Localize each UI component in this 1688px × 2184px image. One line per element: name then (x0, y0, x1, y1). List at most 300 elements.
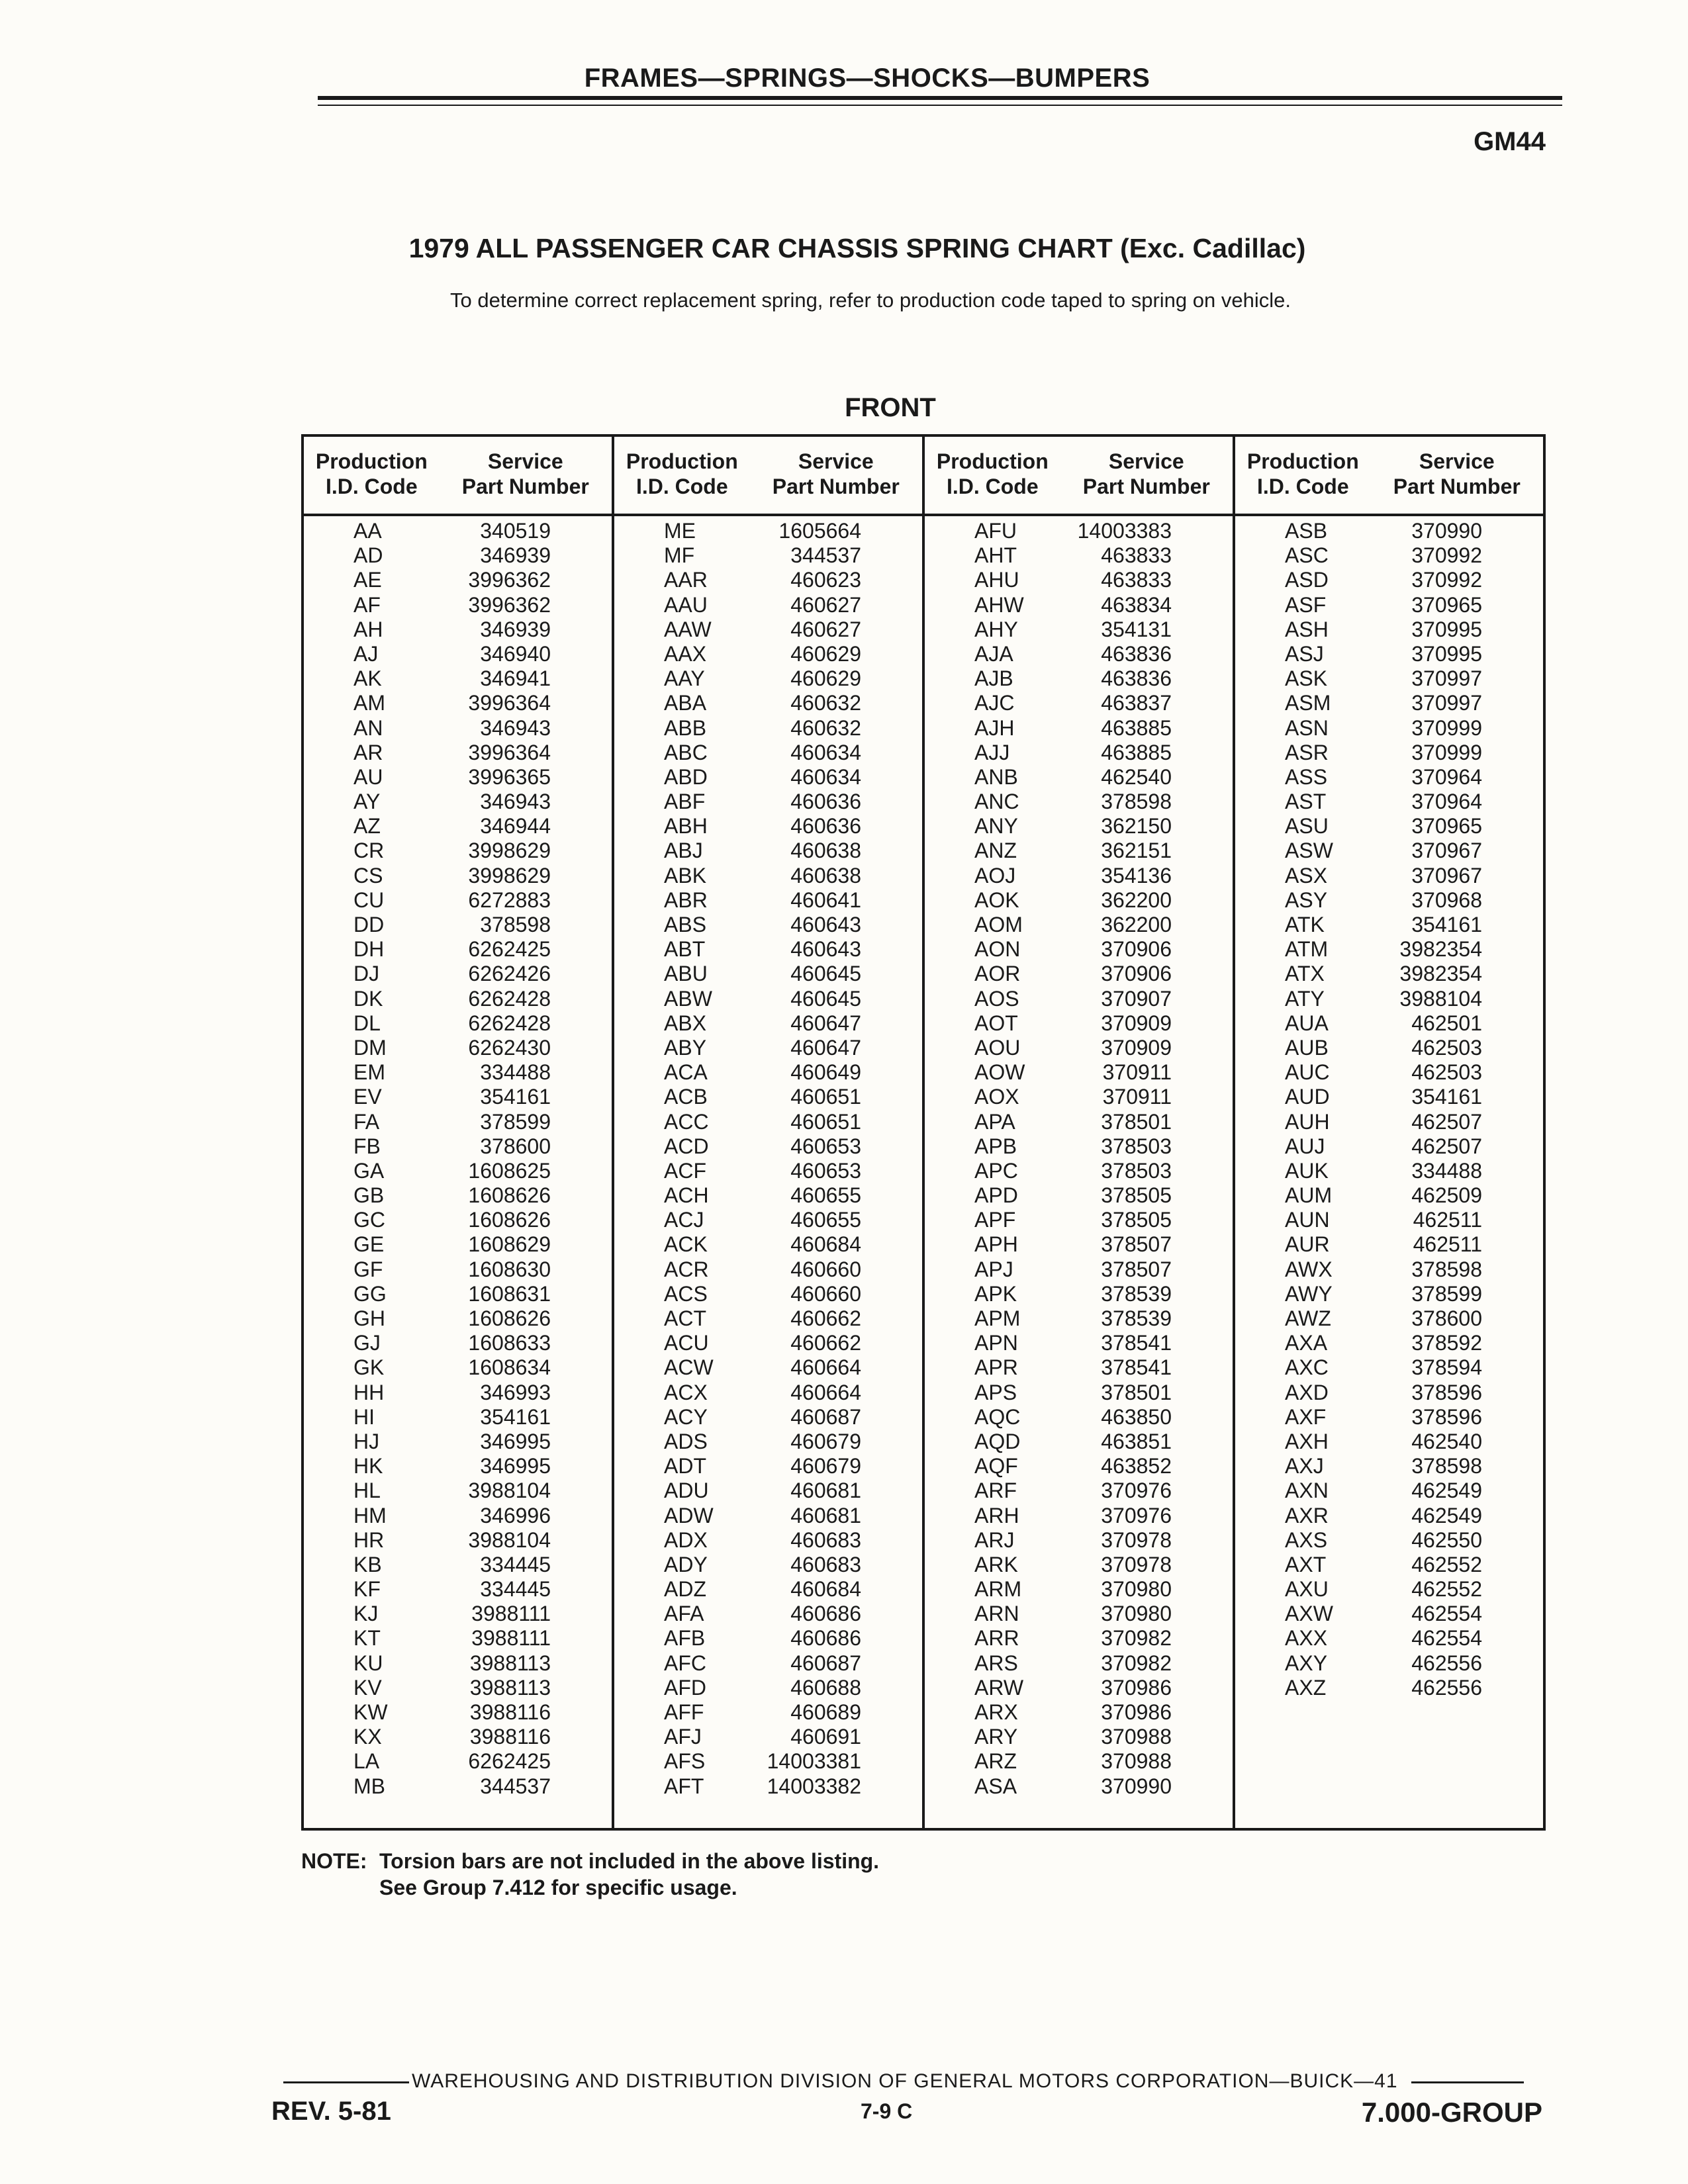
production-code-cell: CS (353, 863, 383, 887)
part-number-cell: 460687 (790, 1404, 861, 1429)
production-code-cell: ATK (1285, 913, 1325, 936)
table-row (925, 666, 1233, 691)
production-code-cell: MB (353, 1774, 385, 1798)
production-code-cell: AHU (974, 568, 1019, 592)
part-number-cell: 462552 (1411, 1577, 1482, 1602)
production-code-cell: MF (664, 543, 695, 568)
part-number-cell: 1608625 (468, 1158, 551, 1183)
part-number-cell: 460684 (790, 1232, 861, 1257)
table-row (1235, 1232, 1543, 1257)
production-code-cell: ANY (974, 814, 1018, 839)
production-code-cell: ASK (1285, 666, 1328, 691)
header-text: I.D. Code (946, 475, 1039, 498)
part-number-cell: 462540 (1411, 1429, 1482, 1453)
table-row (304, 519, 612, 543)
table-row (614, 888, 922, 913)
table-row (614, 913, 922, 937)
part-number-cell: 3998629 (468, 863, 551, 887)
part-number-cell: 462511 (1413, 1232, 1482, 1257)
table-row (614, 716, 922, 741)
part-number-cell: 3988113 (469, 1651, 551, 1675)
part-number-cell: 378598 (480, 913, 551, 936)
production-code-cell: ARZ (974, 1749, 1017, 1774)
production-code-cell: ANC (974, 790, 1019, 814)
part-number-cell: 3996362 (468, 592, 551, 617)
part-number-cell: 463851 (1101, 1429, 1172, 1453)
production-code-cell: APH (974, 1232, 1018, 1257)
header-service-part-number (1371, 449, 1543, 514)
table-row (614, 1208, 922, 1232)
table-row (614, 519, 922, 543)
part-number-cell: 344537 (790, 543, 861, 568)
part-number-cell: 6262430 (468, 1035, 551, 1060)
table-row (925, 1381, 1233, 1405)
production-code-cell: AXD (1285, 1380, 1329, 1404)
production-code-cell: AD (353, 543, 383, 568)
table-row (1235, 1306, 1543, 1331)
production-code-cell: AFU (974, 519, 1017, 543)
production-code-cell: ABJ (664, 839, 703, 863)
part-number-cell: 370982 (1101, 1651, 1172, 1675)
part-number-cell: 463850 (1101, 1404, 1172, 1429)
table-row (925, 1626, 1233, 1651)
table-row (925, 1553, 1233, 1577)
part-number-cell: 370968 (1411, 887, 1482, 912)
part-number-cell: 370992 (1411, 568, 1482, 592)
group-label: 7.000-GROUP (1361, 2097, 1542, 2128)
table-row (614, 1454, 922, 1479)
part-number-cell: 3996364 (468, 691, 551, 715)
table-row (304, 1725, 612, 1749)
table-row (1235, 765, 1543, 790)
table-row (925, 642, 1233, 666)
production-code-cell: ACR (664, 1257, 709, 1281)
part-number-cell: 462503 (1411, 1060, 1482, 1085)
part-number-cell: 370964 (1411, 790, 1482, 814)
production-code-cell: AK (353, 666, 382, 691)
table-row (925, 1208, 1233, 1232)
table-row (614, 1651, 922, 1676)
table-row (1235, 1504, 1543, 1528)
part-number-cell: 6262426 (468, 962, 551, 986)
header-text: Production (936, 449, 1049, 473)
production-code-cell: AON (974, 937, 1021, 962)
production-code-cell: AFA (664, 1602, 704, 1626)
table-row (925, 790, 1233, 814)
table-row (304, 666, 612, 691)
part-number-cell: 6272883 (468, 887, 551, 912)
production-code-cell: KX (353, 1725, 382, 1749)
table-row (304, 765, 612, 790)
production-code-cell: ASW (1285, 839, 1333, 863)
part-number-cell: 460641 (790, 887, 861, 912)
part-number-cell: 370976 (1101, 1503, 1172, 1527)
table-row (925, 1725, 1233, 1749)
part-number-cell: 370990 (1101, 1774, 1172, 1798)
table-row (925, 937, 1233, 962)
table-row (1235, 1528, 1543, 1553)
part-number-cell: 3988104 (468, 1527, 551, 1552)
production-code-cell: AFB (664, 1626, 706, 1651)
table-row (304, 1651, 612, 1676)
production-code-cell: AOJ (974, 863, 1016, 887)
production-code-cell: APK (974, 1281, 1017, 1306)
part-number-cell: 14003381 (767, 1749, 861, 1774)
production-code-cell: ACK (664, 1232, 708, 1257)
production-code-cell: ARR (974, 1626, 1019, 1651)
production-code-cell: DL (353, 1011, 381, 1035)
part-number-cell: 370964 (1411, 764, 1482, 789)
column-group-1 (304, 437, 614, 1828)
part-number-cell: 462550 (1411, 1527, 1482, 1552)
part-number-cell: 460651 (790, 1109, 861, 1134)
part-number-cell: 370999 (1411, 715, 1482, 740)
part-number-cell: 3996365 (468, 764, 551, 789)
part-number-cell: 3988111 (471, 1602, 551, 1626)
header-production-code (614, 449, 750, 514)
table-row (304, 1626, 612, 1651)
production-code-cell: ABK (664, 863, 707, 887)
revision-label: REV. 5-81 (271, 2097, 391, 2126)
part-number-cell: 1608626 (468, 1208, 551, 1232)
note-label: NOTE: (301, 1849, 367, 1873)
production-code-cell: AWY (1285, 1281, 1333, 1306)
table-row (925, 1479, 1233, 1503)
table-row (1235, 617, 1543, 642)
table-row (614, 568, 922, 592)
production-code-cell: AFC (664, 1651, 706, 1675)
production-code-cell: ADS (664, 1429, 708, 1453)
part-number-cell: 460679 (790, 1429, 861, 1453)
part-number-cell: 1608630 (468, 1257, 551, 1281)
production-code-cell: KF (353, 1577, 381, 1602)
production-code-cell: AFJ (664, 1725, 702, 1749)
part-number-cell: 378507 (1101, 1257, 1172, 1281)
part-number-cell: 378501 (1101, 1109, 1172, 1134)
header-text: Part Number (1082, 475, 1210, 498)
part-number-cell: 460627 (790, 592, 861, 617)
table-row (304, 1110, 612, 1134)
section-title: FRAMES—SPRINGS—SHOCKS—BUMPERS (584, 64, 1150, 93)
production-code-cell: AJJ (974, 740, 1010, 764)
header-text: Service (798, 449, 874, 473)
part-number-cell: 370980 (1101, 1577, 1172, 1602)
production-code-cell: AXS (1285, 1527, 1328, 1552)
table-row (614, 1110, 922, 1134)
table-row (304, 937, 612, 962)
production-code-cell: AOR (974, 962, 1021, 986)
production-code-cell: AAU (664, 592, 708, 617)
table-row (1235, 1208, 1543, 1232)
production-code-cell: ASC (1285, 543, 1329, 568)
part-number-cell: 460687 (790, 1651, 861, 1675)
table-row (1235, 1331, 1543, 1355)
table-row (1235, 962, 1543, 986)
part-number-cell: 378539 (1101, 1306, 1172, 1330)
production-code-cell: APM (974, 1306, 1021, 1330)
table-row (614, 741, 922, 765)
production-code-cell: GB (353, 1183, 385, 1208)
table-row (1235, 1577, 1543, 1602)
table-row (614, 1085, 922, 1109)
table-row (925, 1282, 1233, 1306)
part-number-cell: 370909 (1101, 1011, 1172, 1035)
part-number-cell: 463852 (1101, 1454, 1172, 1479)
table-row (925, 1577, 1233, 1602)
part-number-cell: 460686 (790, 1602, 861, 1626)
part-number-cell: 370906 (1101, 937, 1172, 962)
table-row (304, 1700, 612, 1725)
part-number-cell: 462509 (1411, 1183, 1482, 1208)
part-number-cell: 354131 (1101, 617, 1172, 641)
production-code-cell: CU (353, 887, 385, 912)
production-code-cell: AFD (664, 1675, 706, 1700)
table-row (304, 962, 612, 986)
production-code-cell: ACC (664, 1109, 709, 1134)
part-number-cell: 3996364 (468, 740, 551, 764)
table-row (304, 987, 612, 1011)
part-number-cell: 462549 (1411, 1479, 1482, 1503)
part-number-cell: 462556 (1411, 1675, 1482, 1700)
part-number-cell: 460636 (790, 814, 861, 839)
production-code-cell: AZ (353, 814, 381, 839)
part-number-cell: 362200 (1101, 887, 1172, 912)
column-header (925, 437, 1233, 516)
part-number-cell: 462554 (1411, 1602, 1482, 1626)
production-code-cell: AUA (1285, 1011, 1329, 1035)
table-row (925, 617, 1233, 642)
part-number-cell: 334488 (1411, 1158, 1482, 1183)
table-heading: FRONT (845, 393, 936, 422)
production-code-cell: AAW (664, 617, 712, 641)
production-code-cell: AXW (1285, 1602, 1333, 1626)
table-row (614, 1036, 922, 1060)
production-code-cell: AJA (974, 641, 1013, 666)
part-number-cell: 346993 (480, 1380, 551, 1404)
production-code-cell: AU (353, 764, 383, 789)
header-production-code (925, 449, 1060, 514)
part-number-cell: 462511 (1413, 1208, 1482, 1232)
column-group-3 (925, 437, 1235, 1828)
production-code-cell: AHY (974, 617, 1018, 641)
part-number-cell: 1605664 (778, 519, 861, 543)
production-code-cell: KV (353, 1675, 382, 1700)
table-row (614, 962, 922, 986)
production-code-cell: AUC (1285, 1060, 1330, 1085)
table-row (614, 1749, 922, 1774)
part-number-cell: 3988116 (469, 1700, 551, 1724)
table-row (614, 1626, 922, 1651)
table-row (304, 1430, 612, 1454)
part-number-cell: 460634 (790, 764, 861, 789)
part-number-cell: 460643 (790, 937, 861, 962)
table-rows (925, 516, 1233, 1799)
part-number-cell: 462549 (1411, 1503, 1482, 1527)
table-rows (304, 516, 612, 1799)
column-group-4 (1235, 437, 1543, 1828)
production-code-cell: GJ (353, 1331, 381, 1355)
production-code-cell: ASU (1285, 814, 1329, 839)
part-number-cell: 463885 (1101, 740, 1172, 764)
table-row (614, 666, 922, 691)
production-code-cell: ADZ (664, 1577, 706, 1602)
production-code-cell: EM (353, 1060, 385, 1085)
part-number-cell: 346940 (480, 641, 551, 666)
table-row (304, 1454, 612, 1479)
table-row (925, 962, 1233, 986)
production-code-cell: AOM (974, 913, 1023, 936)
part-number-cell: 3996362 (468, 568, 551, 592)
table-row (304, 1749, 612, 1774)
part-number-cell: 378594 (1411, 1355, 1482, 1380)
production-code-cell: ABB (664, 715, 707, 740)
production-code-cell: HK (353, 1454, 383, 1479)
production-code-cell: EV (353, 1085, 382, 1109)
part-number-cell: 362150 (1101, 814, 1172, 839)
production-code-cell: KJ (353, 1602, 379, 1626)
production-code-cell: ANZ (974, 839, 1017, 863)
table-row (925, 1085, 1233, 1109)
part-number-cell: 370999 (1411, 740, 1482, 764)
part-number-cell: 460679 (790, 1454, 861, 1479)
table-row (1235, 1282, 1543, 1306)
part-number-cell: 378600 (1411, 1306, 1482, 1330)
header-text: Part Number (461, 475, 589, 498)
part-number-cell: 370978 (1101, 1527, 1172, 1552)
table-row (1235, 987, 1543, 1011)
part-number-cell: 463834 (1101, 592, 1172, 617)
table-row (304, 1602, 612, 1626)
part-number-cell: 14003383 (1077, 519, 1172, 543)
table-row (1235, 913, 1543, 937)
production-code-cell: AXU (1285, 1577, 1329, 1602)
production-code-cell: AJ (353, 641, 379, 666)
production-code-cell: HJ (353, 1429, 380, 1453)
part-number-cell: 1608626 (468, 1183, 551, 1208)
table-row (304, 888, 612, 913)
production-code-cell: ASA (974, 1774, 1017, 1798)
part-number-cell: 378598 (1101, 790, 1172, 814)
production-code-cell: AFT (664, 1774, 704, 1798)
part-number-cell: 370997 (1411, 666, 1482, 691)
table-row (614, 1577, 922, 1602)
table-row (304, 1479, 612, 1503)
table-row (925, 1602, 1233, 1626)
table-row (925, 1528, 1233, 1553)
part-number-cell: 3988111 (471, 1626, 551, 1651)
part-number-cell: 460629 (790, 666, 861, 691)
production-code-cell: FA (353, 1109, 380, 1134)
header-rule (318, 96, 1562, 100)
table-row (614, 1430, 922, 1454)
production-code-cell: AUD (1285, 1085, 1330, 1109)
table-row (925, 1700, 1233, 1725)
table-row (304, 1060, 612, 1085)
production-code-cell: ACU (664, 1331, 709, 1355)
production-code-cell: AAX (664, 641, 707, 666)
production-code-cell: AXF (1285, 1404, 1327, 1429)
part-number-cell: 460664 (790, 1380, 861, 1404)
part-number-cell: 6262425 (468, 1749, 551, 1774)
part-number-cell: 460647 (790, 1035, 861, 1060)
production-code-cell: ARX (974, 1700, 1018, 1724)
part-number-cell: 460647 (790, 1011, 861, 1035)
part-number-cell: 370911 (1102, 1060, 1172, 1085)
production-code-cell: ADU (664, 1479, 709, 1503)
production-code-cell: ABD (664, 764, 708, 789)
table-row (304, 1232, 612, 1257)
table-row (304, 716, 612, 741)
part-number-cell: 462507 (1411, 1109, 1482, 1134)
table-row (1235, 543, 1543, 568)
table-row (304, 1331, 612, 1355)
part-number-cell: 346939 (480, 543, 551, 568)
production-code-cell: AXX (1285, 1626, 1328, 1651)
table-row (304, 1282, 612, 1306)
table-row (614, 1134, 922, 1159)
table-row (1235, 1430, 1543, 1454)
table-row (925, 888, 1233, 913)
header-service-part-number (440, 449, 612, 514)
table-row (1235, 1110, 1543, 1134)
production-code-cell: AXH (1285, 1429, 1329, 1453)
document-code: GM44 (1474, 127, 1546, 156)
production-code-cell: HR (353, 1527, 385, 1552)
part-number-cell: 460643 (790, 913, 861, 936)
table-row (304, 1159, 612, 1183)
table-row (614, 1479, 922, 1503)
part-number-cell: 460684 (790, 1577, 861, 1602)
part-number-cell: 370906 (1101, 962, 1172, 986)
part-number-cell: 3988104 (468, 1479, 551, 1503)
production-code-cell: ARY (974, 1725, 1018, 1749)
header-text: Production (315, 449, 428, 473)
table-row (1235, 568, 1543, 592)
table-row (925, 913, 1233, 937)
production-code-cell: AHW (974, 592, 1024, 617)
part-number-cell: 378599 (480, 1109, 551, 1134)
table-row (925, 864, 1233, 888)
part-number-cell: 460653 (790, 1158, 861, 1183)
table-row (925, 568, 1233, 592)
production-code-cell: AR (353, 740, 383, 764)
header-service-part-number (1060, 449, 1233, 514)
production-code-cell: ATX (1285, 962, 1325, 986)
production-code-cell: ABY (664, 1035, 707, 1060)
table-row (614, 1331, 922, 1355)
table-row (614, 1553, 922, 1577)
table-row (1235, 1134, 1543, 1159)
part-number-cell: 370988 (1101, 1725, 1172, 1749)
part-number-cell: 334445 (480, 1577, 551, 1602)
production-code-cell: APF (974, 1208, 1016, 1232)
part-number-cell: 460649 (790, 1060, 861, 1085)
production-code-cell: AWX (1285, 1257, 1333, 1281)
part-number-cell: 370978 (1101, 1552, 1172, 1576)
table-row (304, 1306, 612, 1331)
table-row (925, 1504, 1233, 1528)
table-row (304, 1381, 612, 1405)
table-row (1235, 593, 1543, 617)
table-row (614, 1306, 922, 1331)
production-code-cell: APA (974, 1109, 1015, 1134)
column-header (614, 437, 922, 516)
header-rule-thin (318, 105, 1562, 106)
table-row (304, 1134, 612, 1159)
production-code-cell: AXA (1285, 1331, 1328, 1355)
table-row (925, 987, 1233, 1011)
production-code-cell: AST (1285, 790, 1327, 814)
